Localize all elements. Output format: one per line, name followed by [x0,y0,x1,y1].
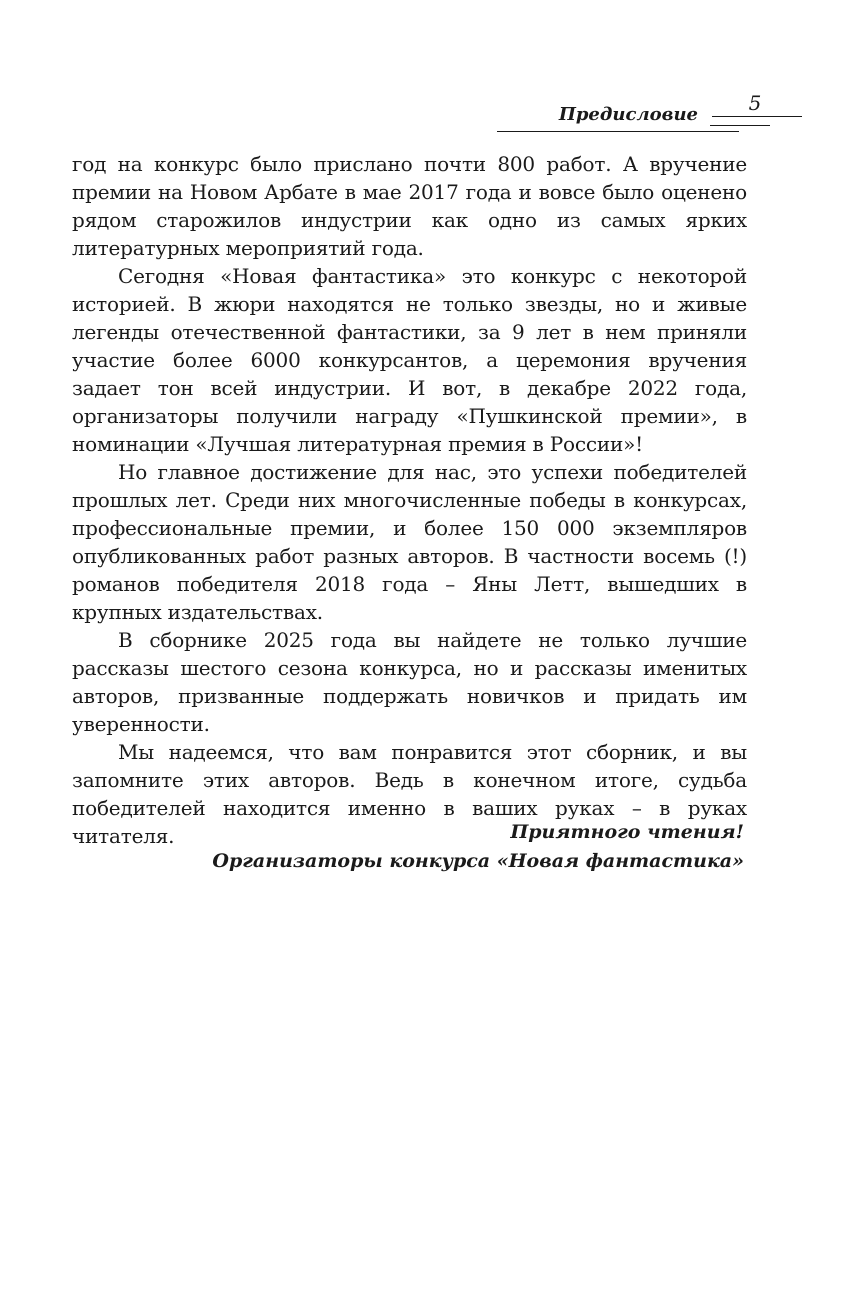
header-rule-top [712,116,802,117]
closing-line: Приятного чтения! [510,821,744,843]
header-rule-long [497,131,739,132]
page-number: 5 [748,91,762,115]
header-rule-short [710,125,770,126]
paragraph: Мы надеемся, что вам понравится этот сборник, и вы запомните этих авторов. Ведь в конечном итоге, судьба победителей находится именно в ваших руках – в руках читателя. [72,740,747,848]
signature-block [212,818,744,876]
paragraph-continued: год на конкурс было прислано почти 800 работ. А вручение премии на Новом Арбате в мае 2017 года и вовсе было оценено рядом старожилов индустрии как одно из самых ярких литературных мероприятий года. [72,152,747,260]
paragraph: Сегодня «Новая фантастика» это конкурс с некоторой историей. В жюри находятся не только звезды, но и живые легенды отечественной фантастики, за 9 лет в нем приняли участие более 6000 конкурсантов, а церемония вручения задает тон всей индустрии. И вот, в декабре 2022 года, организаторы получили награду «Пушкинской премии», в номинации «Лучшая литературная премия в России»! [72,264,747,456]
section-title: Предисловие [558,104,698,125]
body-text [72,150,747,850]
paragraph: В сборнике 2025 года вы найдете не только лучшие рассказы шестого сезона конкурса, но и рассказы именитых авторов, призванные поддержать новичков и придать им уверенности. [72,628,747,736]
paragraph: Но главное достижение для нас, это успехи победителей прошлых лет. Среди них многочисленные победы в конкурсах, профессиональные премии, и более 150 000 экземпляров опубликованных работ разных авторов. В частности восемь (!) романов победителя 2018 года – Яны Летт, вышедших в крупных издательствах. [72,460,747,624]
organizers-line: Организаторы конкурса «Новая фантастика» [212,850,744,872]
running-header [0,0,844,140]
